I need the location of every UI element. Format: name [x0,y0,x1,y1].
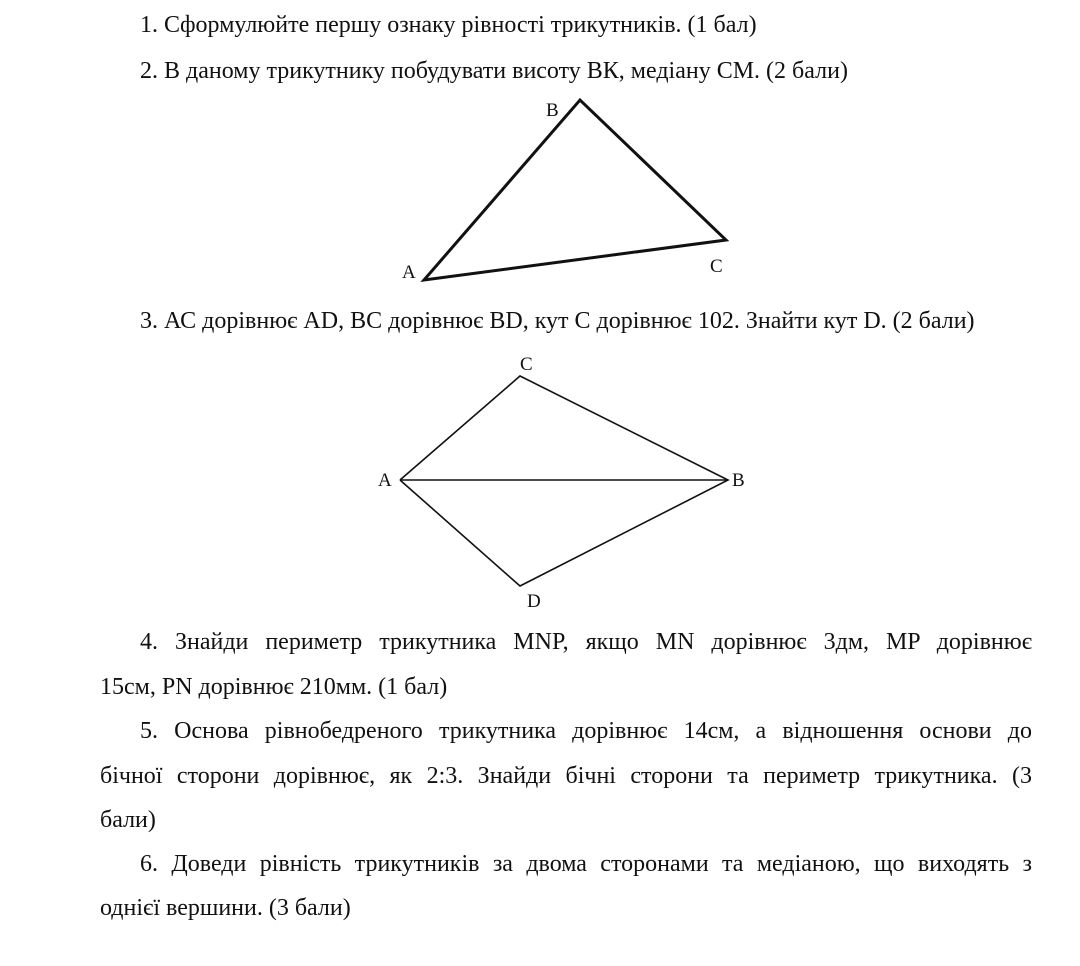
question-5-line-3: бали) [100,807,156,833]
figure2-label-d: D [527,591,541,612]
question-5-number: 5. [140,718,158,744]
figure-triangle-abc [396,92,736,292]
question-3-text: АС дорівнює AD, ВС дорівнює BD, кут С дорівнює 102. Знайти кут D. (2 бали) [164,308,975,334]
kite-acbd-outline [400,376,728,586]
question-4-line-2: 15см, PN дорівнює 210мм. (1 бал) [100,674,448,700]
question-2-number: 2. [140,58,158,84]
question-6-line-2: однієї вершини. (3 бали) [100,895,351,921]
question-2 [140,56,1040,86]
question-2-text: В даному трикутнику побудувати висоту ВК, медіану СМ. (2 бали) [164,58,848,84]
question-4-line-1 [140,627,1032,657]
question-4-text-1: Знайди периметр трикутника MNP, якщо MN дорівнює 3дм, MP дорівнює [174,629,1033,655]
question-1 [140,10,1040,40]
question-3-number: 3. [140,308,158,334]
figure2-label-c: C [520,354,533,375]
question-3 [140,306,1060,336]
figure-kite-acbd [370,350,760,615]
question-6-number: 6. [140,851,158,877]
question-5-text-1: Основа рівнобедреного трикутника дорівнює 14см, а відношення основи до [174,718,1033,744]
figure2-label-b: B [732,470,745,491]
figure1-label-b: B [546,100,559,121]
question-4-number: 4. [140,629,158,655]
question-6-line-1 [140,849,1032,879]
question-5-line-1 [140,716,1032,746]
figure1-label-c: C [710,256,723,277]
question-1-text: Сформулюйте першу ознаку рівності трикутників. (1 бал) [164,12,757,38]
triangle-abc-shape [424,100,726,280]
figure2-label-a: A [378,470,392,491]
question-1-number: 1. [140,12,158,38]
question-5-line-2: бічної сторони дорівнює, як 2:3. Знайди бічні сторони та периметр трикутника. (3 [100,763,1032,789]
figure1-label-a: A [402,262,416,283]
question-6-text-1: Доведи рівність трикутників за двома сторонами та медіаною, що виходять з [171,851,1033,877]
